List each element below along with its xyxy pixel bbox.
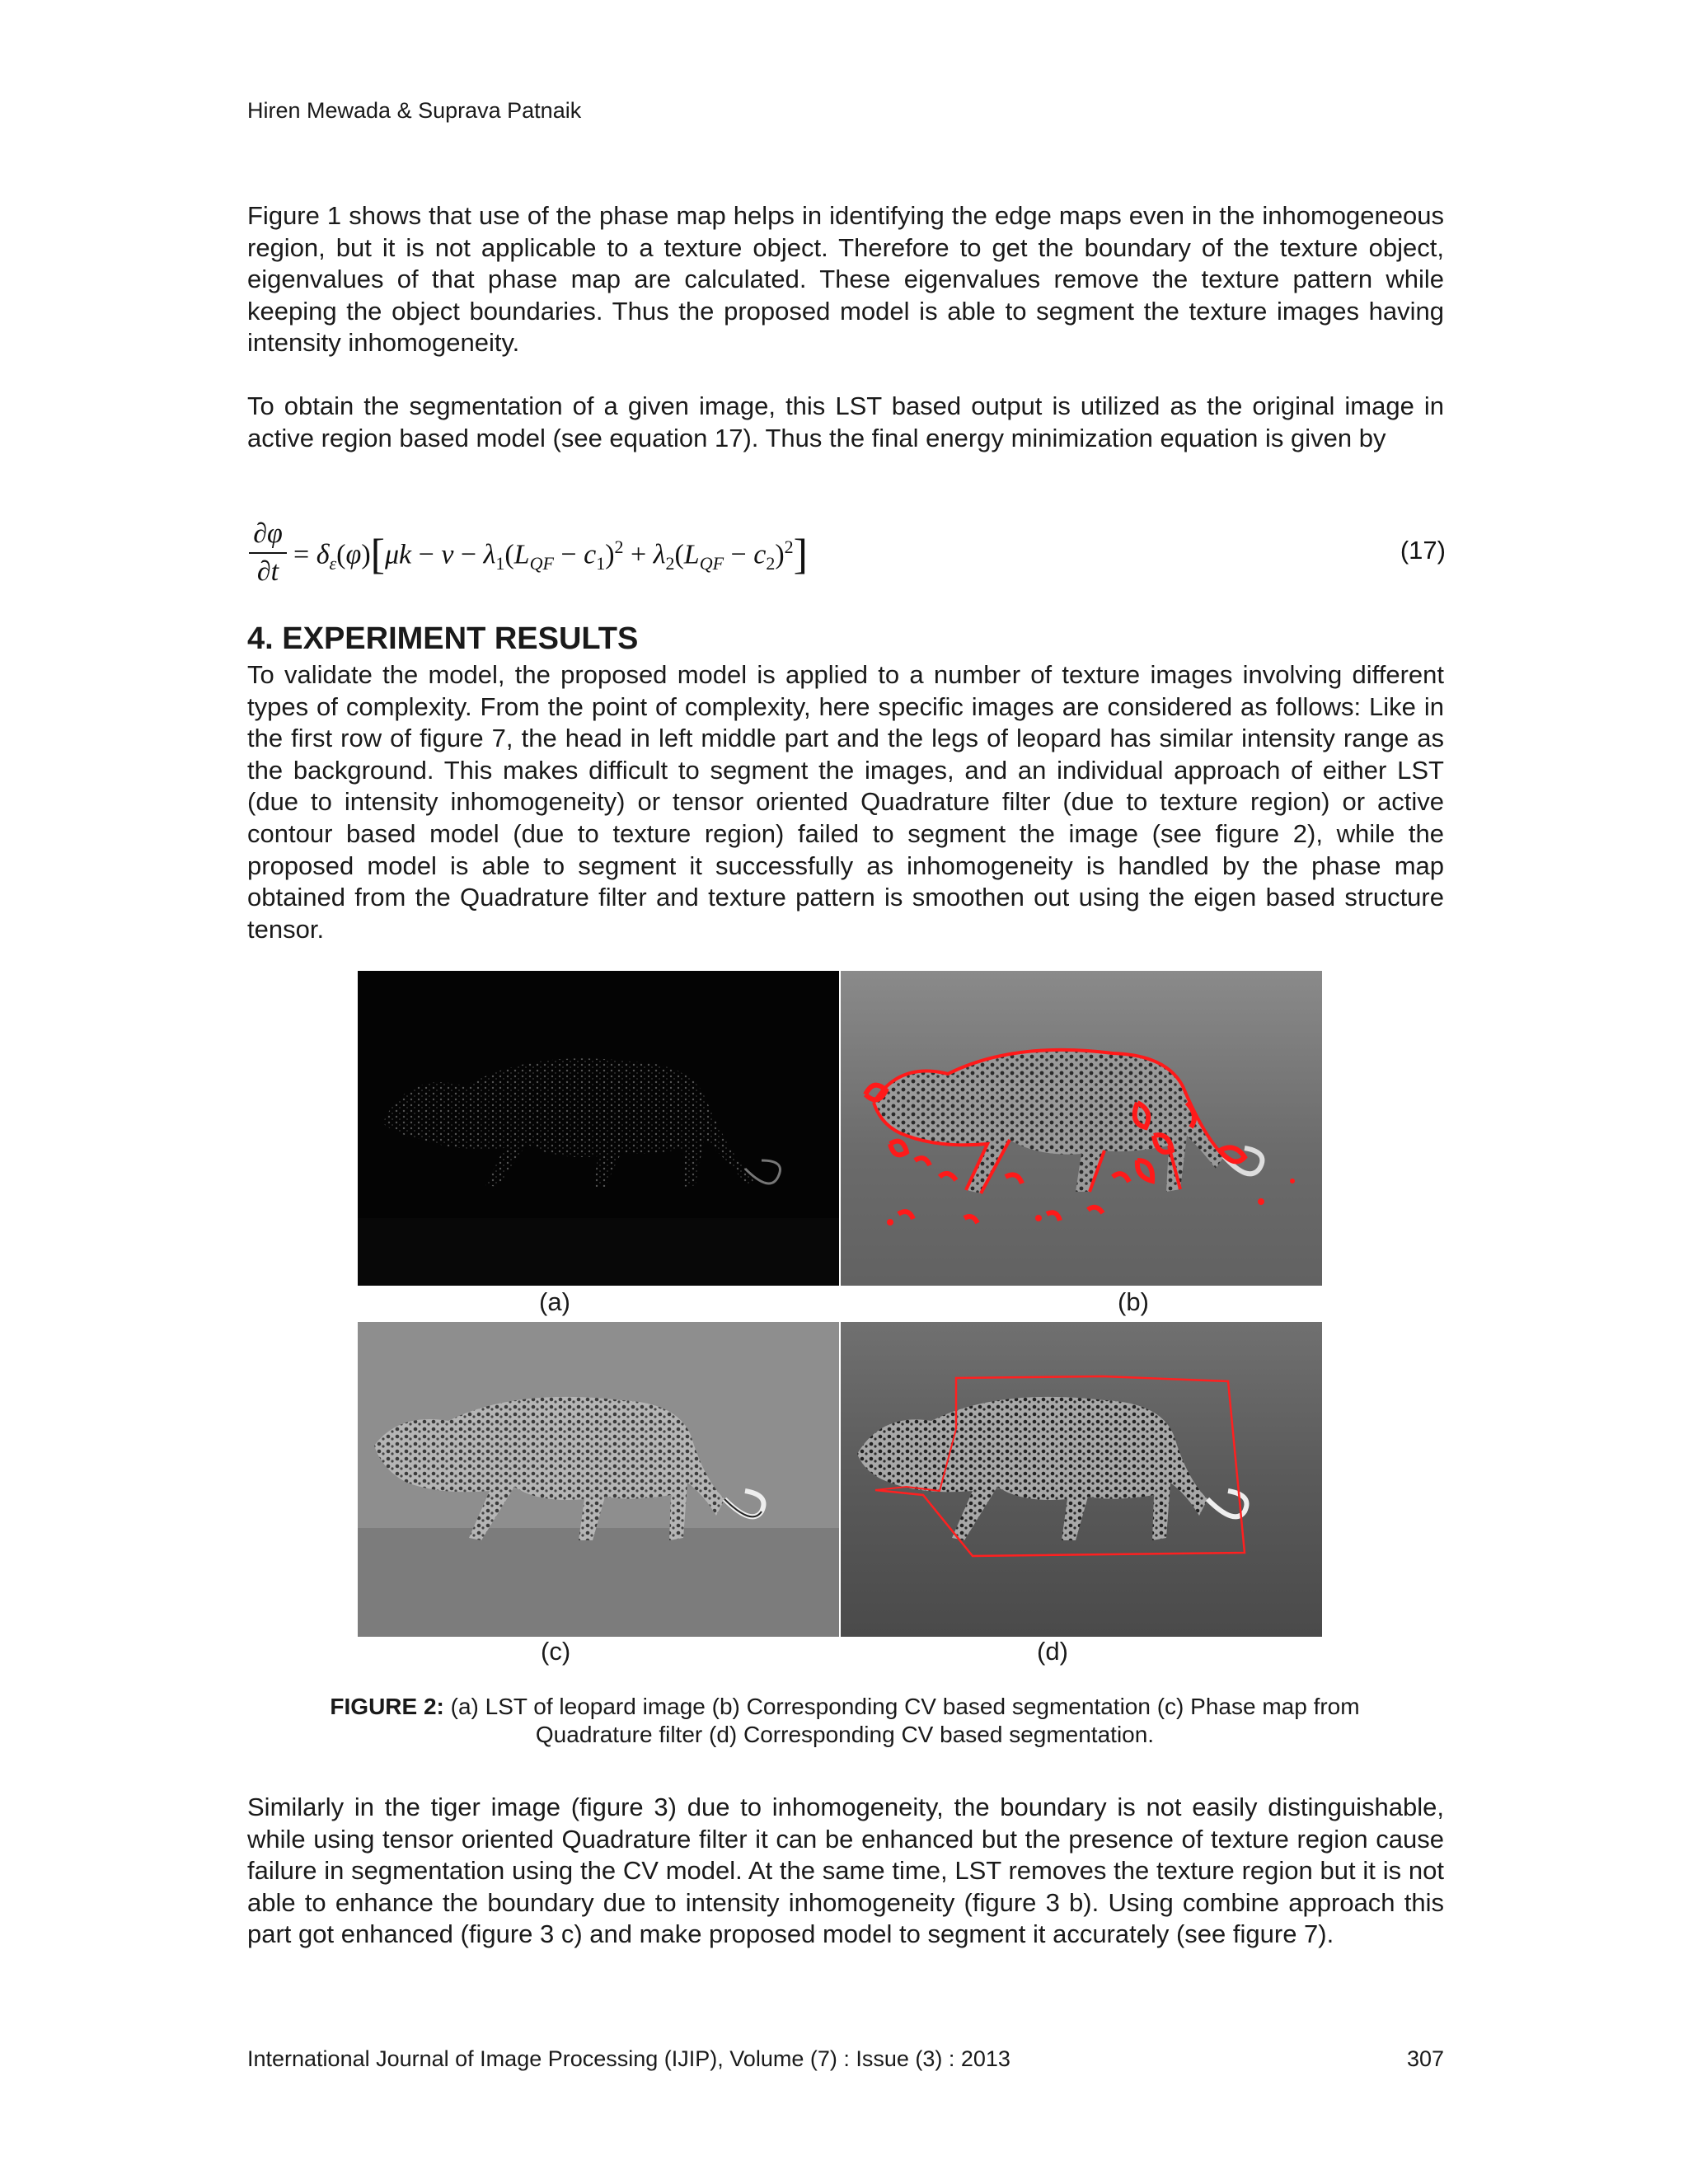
leopard-cv-segmentation-image bbox=[841, 971, 1322, 1286]
equation-denominator: ∂t bbox=[256, 556, 279, 587]
panel-label-c: (c) bbox=[541, 1637, 571, 1666]
leopard-phase-map-image bbox=[358, 1322, 839, 1637]
equation-fraction bbox=[247, 516, 288, 590]
panel-label-d: (d) bbox=[1037, 1637, 1068, 1666]
figure-panel-phase-map bbox=[358, 1322, 839, 1637]
equation-17 bbox=[244, 516, 1447, 592]
page-footer bbox=[247, 2046, 1444, 2072]
journal-citation: International Journal of Image Processing (IJIP), Volume (7) : Issue (3) : 2013 bbox=[247, 2046, 1010, 2071]
figure-panel-lst bbox=[358, 971, 839, 1286]
caption-label: FIGURE 2: bbox=[330, 1694, 444, 1719]
page-number: 307 bbox=[1406, 2046, 1444, 2071]
figure-panel-cv-phase bbox=[841, 1322, 1322, 1637]
leopard-lst-image bbox=[358, 971, 839, 1286]
paragraph-energy-intro: To obtain the segmentation of a given image, this LST based output is utilized as the original image in active region based model (see equation 17). Thus the final energy minimization equation is given by bbox=[247, 391, 1444, 452]
paragraph-phase-map: Figure 1 shows that use of the phase map helps in identifying the edge maps even in the inhomogeneous region, but it is not applicable to a texture object. Therefore to get the boundary of the texture object, eigenvalues of that phase map are calculated. These eigenvalues remove the texture pattern while keeping the object boundaries. Thus the proposed model is able to segment the texture images having intensity inhomogeneity. bbox=[247, 201, 1444, 358]
equation-numerator: ∂φ bbox=[253, 518, 283, 549]
figure-caption bbox=[280, 1693, 1409, 1749]
paragraph-tiger: Similarly in the tiger image (figure 3) due to inhomogeneity, the boundary is not easily distinguishable, while using tensor oriented Quadrature filter it can be enhanced but the presence of texture region cause failure in segmentation using the CV model. At the same time, LST removes the texture region but it is not able to enhance the boundary due to intensity inhomogeneity (figure 3 b). Using combine approach this part got enhanced (figure 3 c) and make proposed model to segment it accurately (see figure 7). bbox=[247, 1793, 1444, 1949]
paragraph-experiment: To validate the model, the proposed model is applied to a number of texture images involving different types of complexity. From the point of complexity, here specific images are considered as follows: Like in the first row of figure 7, the head in left middle part and the legs of leopard has similar intensity range as the background. This makes difficult to segment the images, and an individual approach of either LST (due to intensity inhomogeneity) or tensor oriented Quadrature filter (due to texture region) or active contour based model (due to texture region) failed to segment the image (see figure 2), while the proposed model is able to segment it successfully as inhomogeneity is handled by the phase map obtained from the Quadrature filter and texture pattern is smoothen out using the eigen based structure tensor. bbox=[247, 660, 1444, 944]
equation-rhs: = $\delta_\varepsilon(\varphi)[\mu k - v - \lambda_1(L_{QF} - c_1)^2 + \lambda_2(L_{QF} - c_2)^2]$ bbox=[293, 531, 808, 579]
caption-text: (a) LST of leopard image (b) Corresponding CV based segmentation (c) Phase map from Quadrature filter (d) Corresponding CV based segmentation. bbox=[443, 1694, 1360, 1747]
figure-panel-cv-lst bbox=[841, 971, 1322, 1286]
figure-2 bbox=[358, 971, 1322, 1673]
equation-number: (17) bbox=[1400, 536, 1446, 565]
panel-label-b: (b) bbox=[1118, 1287, 1149, 1316]
panel-label-a: (a) bbox=[539, 1287, 570, 1316]
leopard-phase-cv-segmentation-image bbox=[841, 1322, 1322, 1637]
running-header: Hiren Mewada & Suprava Patnaik bbox=[247, 98, 582, 123]
section-heading: 4. EXPERIMENT RESULTS bbox=[247, 621, 639, 656]
